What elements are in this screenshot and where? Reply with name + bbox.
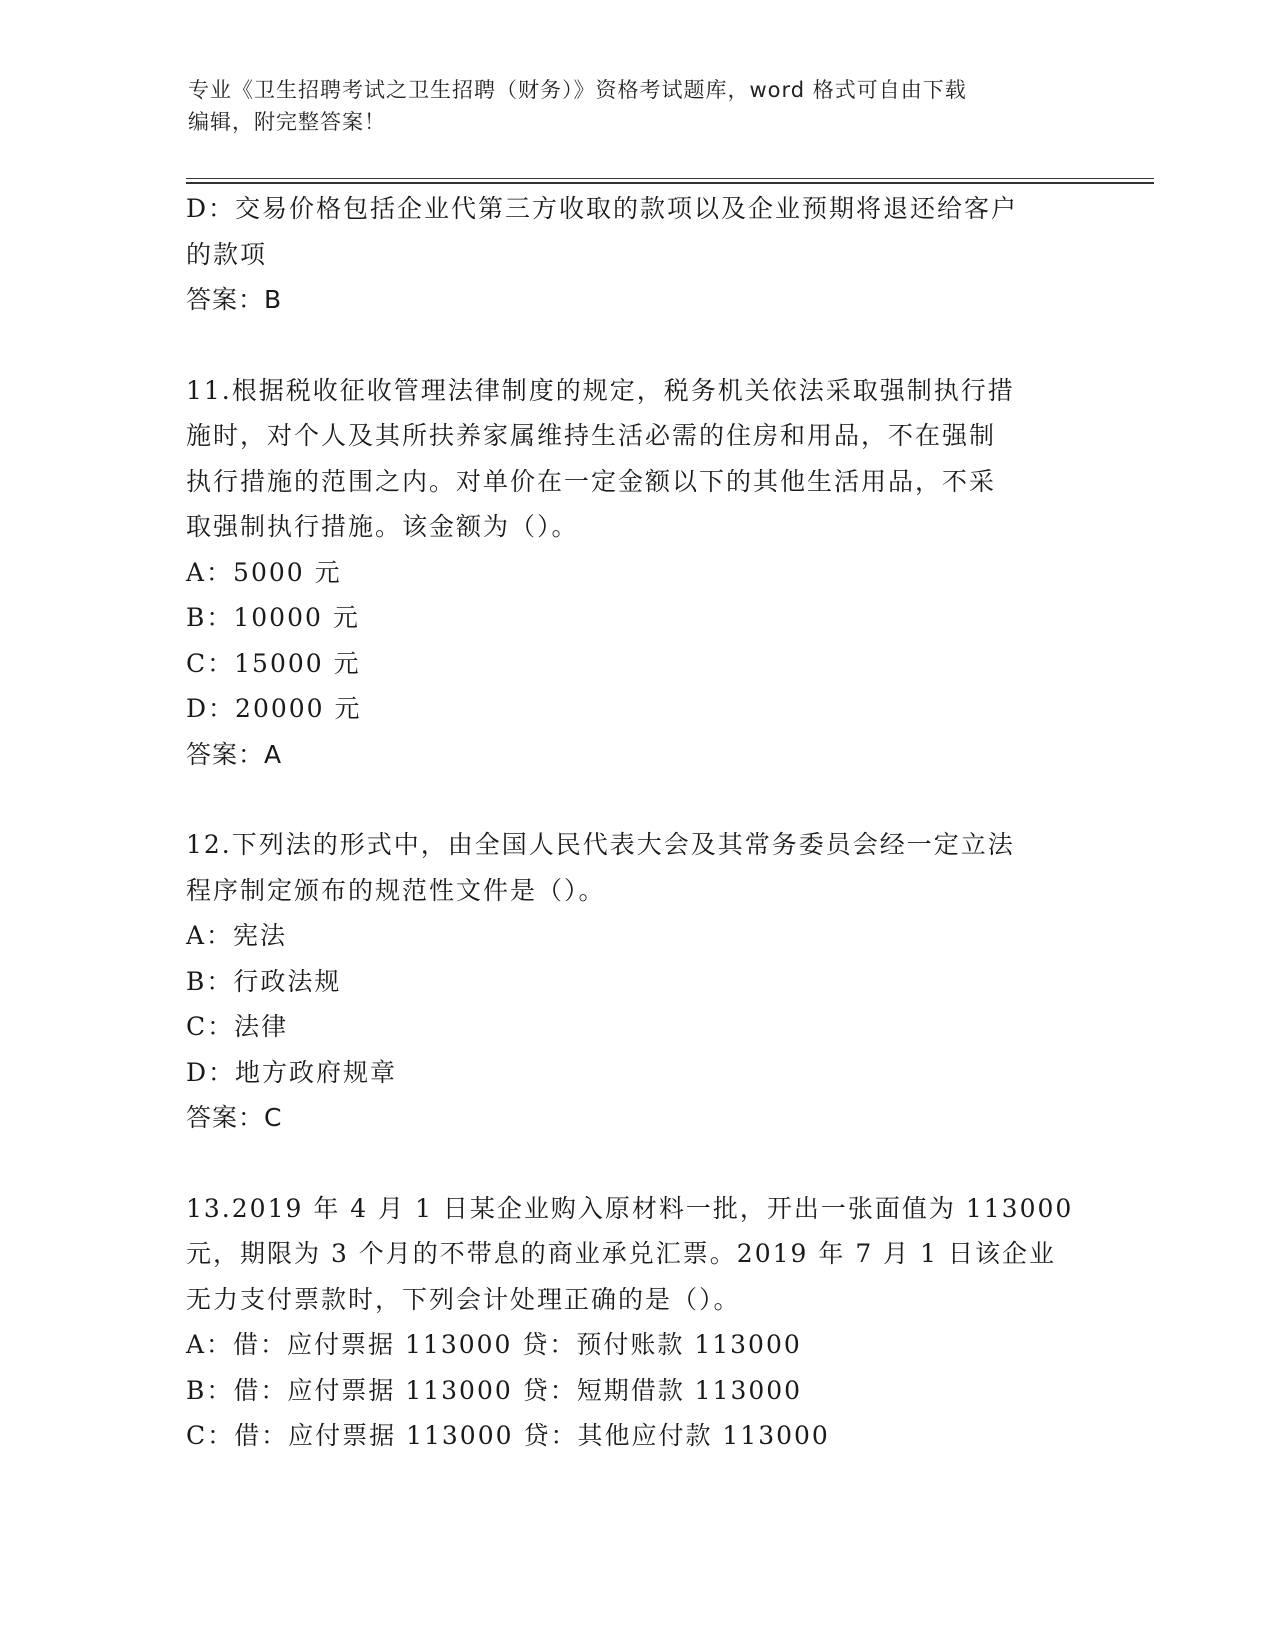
option-c: C：借：应付票据 113000 贷：其他应付款 113000 <box>186 1421 830 1450</box>
question-text-line: 施时，对个人及其所扶养家属维持生活必需的住房和用品，不在强制 <box>186 421 997 450</box>
spacer <box>186 323 1086 368</box>
question-13 <box>186 1186 1086 1459</box>
option-d: D：20000 元 <box>186 694 362 723</box>
option-b: B：10000 元 <box>186 603 360 632</box>
header-divider-thick <box>186 182 1154 184</box>
question-text-line: 13.2019 年 4 月 1 日某企业购入原材料一批，开出一张面值为 113000 <box>186 1193 1074 1223</box>
option-c: C：法律 <box>186 1012 289 1041</box>
question-text-line: 执行措施的范围之内。对单价在一定金额以下的其他生活用品，不采 <box>186 466 997 496</box>
question-text-line: 元，期限为 3 个月的不带息的商业承兑汇票。2019 年 7 月 1 日该企业 <box>186 1239 1056 1268</box>
question-text-line: 11.根据税收征收管理法律制度的规定，税务机关依法采取强制执行措 <box>186 375 1015 405</box>
question-12 <box>186 822 1086 1141</box>
question-text-line: 12.下列法的形式中，由全国人民代表大会及其常务委员会经一定立法 <box>186 830 1015 859</box>
answer-line: 答案：B <box>186 285 283 314</box>
header-line-1: 专业《卫生招聘考试之卫生招聘（财务）》资格考试题库，word 格式可自由下载 <box>188 78 967 102</box>
option-d-line-1: D：交易价格包括企业代第三方收取的款项以及企业预期将退还给客户 <box>186 194 1019 223</box>
option-d: D：地方政府规章 <box>186 1057 398 1087</box>
spacer <box>186 777 1086 822</box>
option-a: A：宪法 <box>186 921 288 950</box>
header-divider-thin <box>186 178 1154 179</box>
option-c: C：15000 元 <box>186 648 361 678</box>
answer-line: 答案：A <box>186 739 283 769</box>
option-b: B：行政法规 <box>186 966 342 996</box>
question-text-line: 取强制执行措施。该金额为（）。 <box>186 512 579 541</box>
option-d-line-2: 的款项 <box>186 239 268 269</box>
spacer <box>186 1141 1086 1186</box>
question-11 <box>186 368 1086 778</box>
question-text-line: 无力支付票款时，下列会计处理正确的是（）。 <box>186 1284 741 1314</box>
answer-line: 答案：C <box>186 1103 283 1132</box>
document-body <box>186 186 1086 1459</box>
header-line-2: 编辑，附完整答案！ <box>188 110 386 134</box>
previous-question-tail <box>186 186 1086 323</box>
option-a: A：5000 元 <box>186 557 342 587</box>
option-b: B：借：应付票据 113000 贷：短期借款 113000 <box>186 1375 803 1405</box>
question-text-line: 程序制定颁布的规范性文件是（）。 <box>186 875 606 905</box>
page-header <box>188 74 1068 138</box>
option-a: A：借：应付票据 113000 贷：预付账款 113000 <box>186 1330 802 1359</box>
